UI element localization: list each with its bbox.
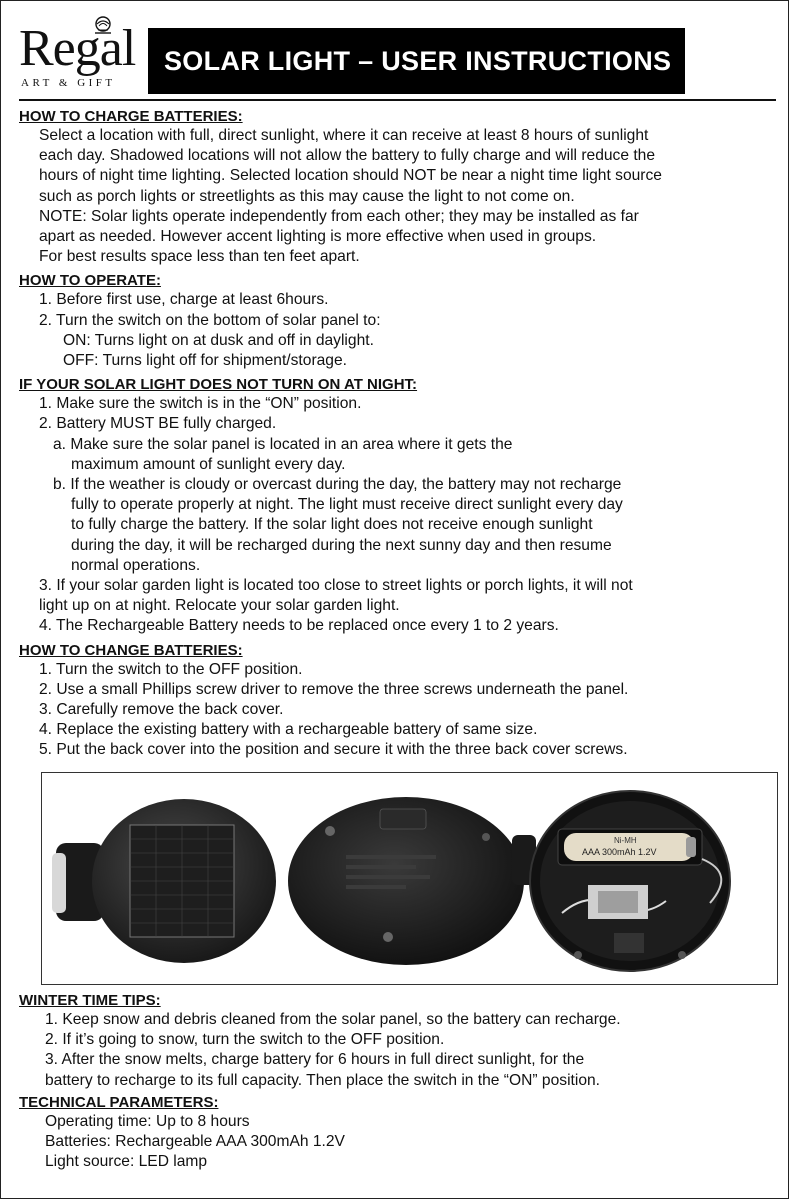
charge-line: each day. Shadowed locations will not allow the battery to fully charge and will reduce the [39,147,656,165]
charge-line: such as porch lights or streetlights as this may cause the light to not come on. [39,187,575,205]
tech-item: Operating time: Up to 8 hours [45,1112,250,1130]
battery-label-chem: Ni-MH [614,836,637,845]
tech-item: Batteries: Rechargeable AAA 300mAh 1.2V [45,1133,345,1151]
change-item: 5. Put the back cover into the position and secure it with the three back cover screws. [39,741,628,759]
regal-logo [19,13,145,93]
product-photos [41,772,778,985]
winter-heading: WINTER TIME TIPS: [19,992,161,1009]
trouble-sub-b: b. If the weather is cloudy or overcast during the day, the battery may not recharge [53,476,622,494]
trouble-item: 4. The Rechargeable Battery needs to be replaced once every 1 to 2 years. [39,617,559,635]
trouble-item: 2. Battery MUST BE fully charged. [39,415,277,433]
instructions-upper [19,105,779,761]
operate-heading: HOW TO OPERATE: [19,272,161,290]
trouble-sub-a: a. Make sure the solar panel is located in an area where it gets the [53,435,513,453]
charge-heading: HOW TO CHARGE BATTERIES: [19,108,243,125]
battery-label-spec: AAA 300mAh 1.2V [582,847,657,857]
winter-item: 3. After the snow melts, charge battery for 6 hours in full direct sunlight, for the [45,1051,585,1069]
instructions-lower [19,991,779,1172]
change-item: 4. Replace the existing battery with a rechargeable battery of same size. [39,721,538,739]
trouble-sub-b: to fully charge the battery. If the solar light does not receive enough sunlight [71,516,593,534]
operate-sub: OFF: Turns light off for shipment/storage. [63,352,347,370]
operate-sub: ON: Turns light on at dusk and off in daylight. [63,331,374,349]
charge-line: hours of night time lighting. Selected location should NOT be near a night time light source [39,167,662,185]
tech-item: Light source: LED lamp [45,1153,208,1171]
charge-note: NOTE: Solar lights operate independently from each other; they may be installed as far [39,207,639,225]
trouble-sub-b: fully to operate properly at night. The light must receive direct sunlight every day [71,496,623,514]
logo-wordmark: Regal [19,20,136,77]
tech-heading: TECHNICAL PARAMETERS: [19,1093,219,1111]
winter-item: battery to recharge to its full capacity. Then place the switch in the “ON” position. [45,1071,601,1089]
back-cover-photo [288,797,524,965]
winter-item: 2. If it’s going to snow, turn the switch to the OFF position. [45,1031,445,1049]
trouble-item: 3. If your solar garden light is located too close to street lights or porch lights, it will not [39,577,633,595]
trouble-heading: IF YOUR SOLAR LIGHT DOES NOT TURN ON AT NIGHT: [19,376,418,394]
trouble-item: light up on at night. Relocate your solar garden light. [39,597,400,615]
change-item: 2. Use a small Phillips screw driver to remove the three screws underneath the panel. [39,680,629,698]
logo-subtitle: ART & GIFT [21,77,116,89]
trouble-sub-a: maximum amount of sunlight every day. [71,455,346,473]
battery-compartment-photo [512,791,730,971]
solar-panel-photo [52,799,276,963]
trouble-sub-b: normal operations. [71,556,201,574]
operate-item: 1. Before first use, charge at least 6hours. [39,291,329,309]
header-divider [19,99,776,101]
change-heading: HOW TO CHANGE BATTERIES: [19,641,243,659]
trouble-sub-b: during the day, it will be recharged during the next sunny day and then resume [71,536,612,554]
operate-item: 2. Turn the switch on the bottom of solar panel to: [39,311,381,329]
trouble-item: 1. Make sure the switch is in the “ON” position. [39,395,362,413]
charge-note: For best results space less than ten feet apart. [39,248,360,266]
change-item: 1. Turn the switch to the OFF position. [39,660,303,678]
charge-line: Select a location with full, direct sunlight, where it can receive at least 8 hours of sunlight [39,127,649,144]
charge-note: apart as needed. However accent lighting is more effective when used in groups. [39,228,597,246]
page-title: SOLAR LIGHT – USER INSTRUCTIONS [148,28,685,94]
change-item: 3. Carefully remove the back cover. [39,701,284,719]
winter-item: 1. Keep snow and debris cleaned from the solar panel, so the battery can recharge. [45,1011,621,1028]
